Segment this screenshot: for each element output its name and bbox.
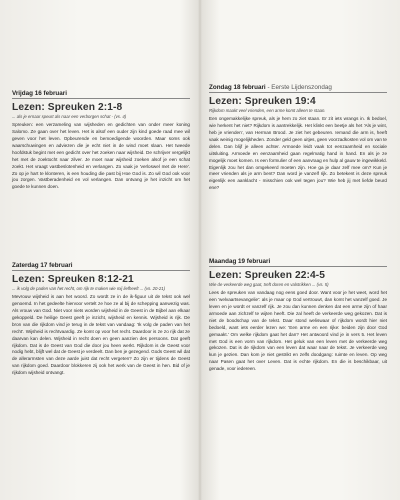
date-subtitle: - Eerste Lijdenszondag [267,84,332,91]
devotion-text: Lees de spreuken van vandaag nog eens goed door. Want voor je het weet, word het een 'welvaartsevangelie': als je maar op God vertrouwt, dan komt het vanzelf goed. Je leven en je wordt er vanzelf rijk. Je zou dan kunnen denken dat een arme zijn of haar armoede aan zichzelf te wijten heeft. Die zal heeft de verkeerde weg gekozen. Dat is niet de boodschap van de tekst. Daar stond weliswaar of rijkdom wordt hier niet bedoeld, want iets eerder lezen we: 'Een arme en een rijke: beiden zijn door God gemaakt.' Om welke rijkdom gaat het dan? Het antwoord vind je in vers 5. Het leven met God is een vorm van rijkdom. Het geluk van een leven met de verkeerde weg gekozen. Dat is de rijkdom van een leven dat waar naar de tekst. Je verkeerde weg kun je gezien. Dan kom je niet gestrikt en zelfs doodgang: ruimte en leven. Op weg naar Pasen gaat het over Leven. Dat is echte rijkdom. En die is beschikbaar, uit genade, voor iedereen. [209,290,387,372]
reading-title: Lezen: Spreuken 2:1-8 [12,102,123,113]
reading-title: Lezen: Spreuken 19:4 [209,96,316,107]
date-heading [209,84,387,93]
devotion-text: Spreuken: een verzameling van wijsheden en gedichten van onder meer koning Salomo. Ze gaan over het leven. Het is alsof een ouder zijn kind goede raad mee wil geven voor het leven. Opbeurende en bemoedigende woorden. Maar soms ook waarschuwingen en adviezen die je echt niet in de wind moet slaan. Het tweede hoofdstuk begint met een gedicht over het zoeken naar wijsheid. De schrijver vergelijkt het met de zoektocht naar zilver. Je moet naar wijsheid zoeken alsof je een schat zoekt. Het vraagt vastbeslotenheid en verlangen. Zo vaak je 'verloswel met de Here'. Zo op je hart te klonteren, is een houding die past bij Hoe God is. Zo wil God ook voor jou zorgen. Vastberadenheid en vol verlangen. Dan ontvang je het inzicht om het goede te kunnen doen. [12,122,190,190]
date-text: Maandag 19 februari [209,258,271,265]
key-verse: Wie de verkeerde weg gaat, treft doren en valstrikken ... (vs. 5) [209,282,329,287]
key-verse: Rijkdom maakt veel vrienden, een arme komt alleen te staan. [209,108,326,113]
date-heading [12,90,190,99]
devotion-text: Mevrouw wijsheid is aan het woord. Zo wordt ze in de ik-figuur uit de tekst ook wel genoemd. In het gedeelte hiervoor vertelt ze hoe ze al bij de schepping aanwezig was. Als vrouw van God. Niet voor niets worden wijsheid in de Geest in de Bijbel aan elkaar gekoppeld. De heilige Geest geeft je inzicht, wijsheid en kennis. Wijsheid is rijk. De bron van die rijkdom vind je terug in de tekst van vandaag: 'Ik volg de paden van het recht'. Wijsheid is rechtvaardig. Ze komt op voor het recht. Daardoor is ze zo rijk dat ze daarvan kan delen. Wijsheid in recht doen en geen aanzien des persoons. Dat geeft rijkdom. Dat is de Geest van God die door jou heen werkt. Rijkdom is de Geest voor nodig hebt, blijft wel dat de Geest je verdeelt. Dan ben je gezegend. Gods Geest wil dat de allerarmsten van deze aarde juist dat recht vergeten? Zo zijn er tijdens de Geest van rijkdom goed. Daardoor blokkeren zij ook het werk van de Geest in hen. Bid of je rijkdom wijsheid ontvangt. [12,294,190,376]
date-heading [209,258,387,267]
devotion-sunday [209,84,387,192]
devotion-saturday [12,262,190,377]
devotion-friday [12,90,190,191]
date-text: Zaterdag 17 februari [12,262,73,269]
devotion-text: Een ongemakkelijke spreuk, als je hem zo ziet staan. Er zit iets wrangs in. Ik bedoel, wie herkent het niet? Rijkdom is aantrekkelijk. Het klinkt een beetje als het 'Als je wint, heb je vrienden', van Herman Brood. Je ziet het gebeuren. Iemand die arm is, heeft vaak weinig mogelijkheden. Zonder geld geen uitjes, geen voorzadkosten vol om van te delen. Dan blijf je alleen achter. Armoede leidt vaak tot eenzaamheid en sociale uitsluiting. Armoede en eenzaamheid gaan regelmatig hand in hand. En als je ze mogelijk moet komen. Is een formulier of een aanvraag en hulp al gauw te ingewikkeld. Eigenlijk zou het dan omgekeerd moeten zijn. Hoe ga je daar zelf mee om? Kun je meer vrienden als je arm bent? Dan word je vanzelf rijk. Zo betekent is deze spreuk eigenlijk een aanklacht - misschien ook wel tegen jou? Wie heb jij met liefde beurd ene? [209,116,387,191]
date-text: Vrijdag 16 februari [12,90,67,97]
reading-title: Lezen: Spreuken 8:12-21 [12,274,134,285]
reading-title: Lezen: Spreuken 22:4-5 [209,270,325,281]
devotion-monday [209,258,387,373]
key-verse: ... ik volg de paden van het recht, om rijk te maken wie mij liefheeft ... (vs. 20-21) [12,286,166,291]
date-heading [12,262,190,271]
date-text: Zondag 18 februari [209,84,266,91]
key-verse: ... als je ernaar speurt als naar een verborgen schat - (vs. 4) [12,114,127,119]
